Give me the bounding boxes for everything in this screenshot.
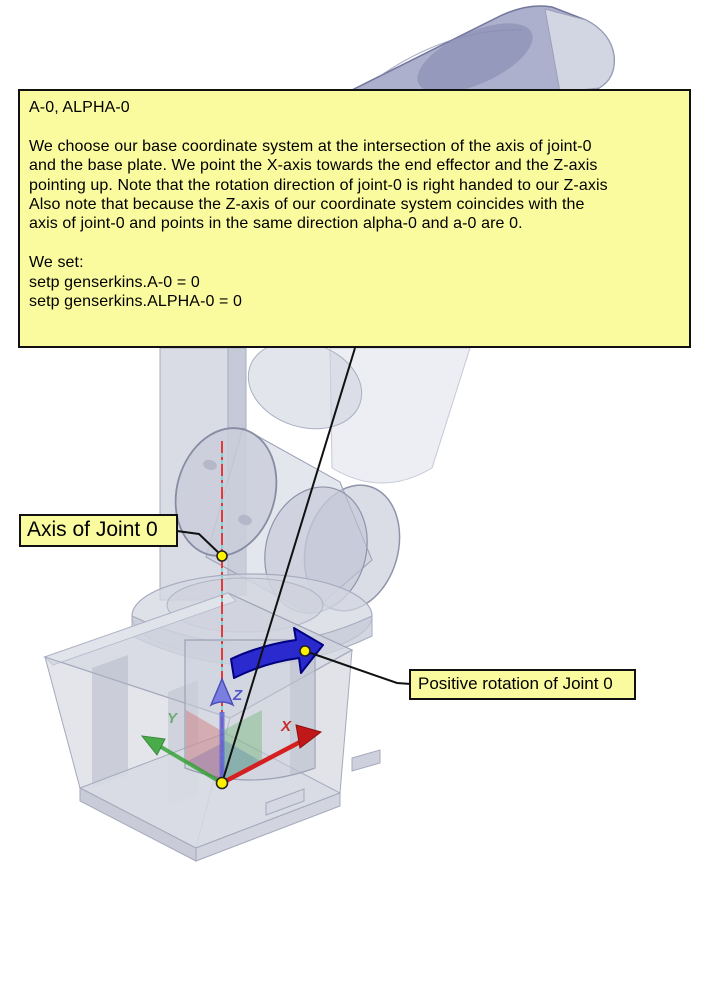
- info-line: axis of joint-0 and points in the same direction alpha-0 and a-0 are 0.: [29, 215, 523, 233]
- info-line: setp genserkins.A-0 = 0: [29, 273, 200, 291]
- info-note-box: [18, 89, 691, 348]
- axis-of-joint-callout: Axis of Joint 0: [19, 514, 178, 547]
- y-axis-label: Y: [167, 710, 178, 727]
- info-line: pointing up. Note that the rotation direction of joint-0 is right handed to our Z-axis: [29, 176, 608, 194]
- positive-rotation-callout: Positive rotation of Joint 0: [409, 669, 636, 700]
- info-line: We choose our base coordinate system at the intersection of the axis of joint-0: [29, 137, 592, 155]
- rotation-marker: [300, 646, 310, 656]
- info-line: and the base plate. We point the X-axis towards the end effector and the Z-axis: [29, 157, 598, 175]
- info-line: setp genserkins.ALPHA-0 = 0: [29, 293, 243, 311]
- info-line: We set:: [29, 254, 84, 272]
- info-line: [29, 117, 683, 136]
- axis-marker: [217, 551, 227, 561]
- info-line: [29, 234, 683, 253]
- origin-marker: [217, 778, 228, 789]
- info-line: Also note that because the Z-axis of our coordinate system coincides with the: [29, 196, 585, 214]
- z-axis-label: Z: [233, 687, 243, 704]
- info-line: A-0, ALPHA-0: [29, 99, 130, 116]
- x-axis-label: X: [281, 718, 292, 735]
